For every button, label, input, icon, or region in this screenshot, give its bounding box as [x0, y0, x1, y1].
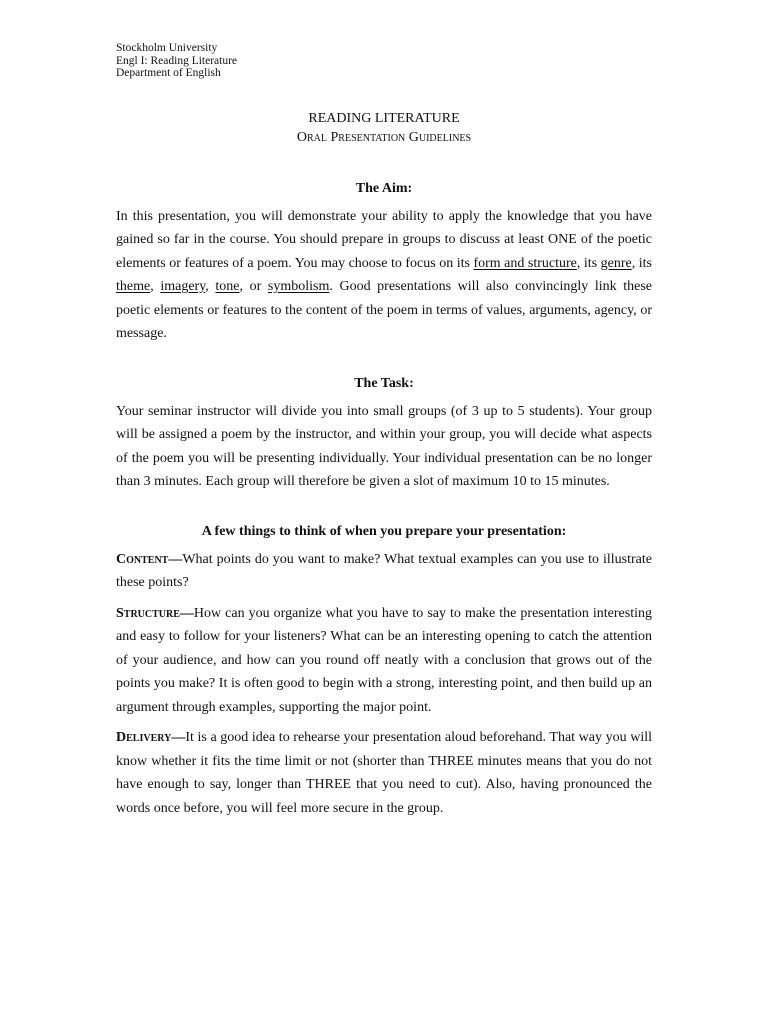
- course-name: Engl I: Reading Literature: [116, 54, 238, 67]
- tip-label: Delivery: [116, 730, 172, 745]
- separator: ,: [150, 279, 161, 294]
- term-imagery: imagery: [160, 279, 206, 294]
- tip-content: [116, 548, 652, 595]
- tip-delivery: [116, 726, 652, 820]
- tip-dash: —: [168, 551, 183, 567]
- tip-dash: —: [179, 605, 194, 621]
- tip-text: It is a good idea to rehearse your presentation aloud beforehand. That way you will know whether it fits the time limit or not (shorter than THREE minutes means that you do not have enough to say, longer than THREE that you need to cut). Also, having pronounced the words once before, you will feel more secure in the group.: [116, 730, 652, 816]
- task-heading: The Task:: [354, 375, 414, 391]
- aim-paragraph: [116, 205, 652, 346]
- term-form-and-structure: form and structure: [473, 255, 577, 271]
- tips-heading: A few things to think of when you prepare your presentation:: [201, 523, 567, 539]
- separator: , or: [239, 279, 268, 294]
- tip-text: How can you organize what you have to say to make the presentation interesting and easy to follow for your listeners? What can be an interesting opening to catch the attention of your audience, and how can you round off neatly with a conclusion that grows out of the points you make? It is often good to begin with a strong, interesting point, and then build up an argument through examples, supporting the major point.: [116, 605, 652, 715]
- tips-list: [116, 548, 652, 821]
- aim-text-end: . Good presentations will also convincingly link these poetic elements or features to the content of the poem in terms of values, arguments, agency, or message.: [116, 279, 653, 341]
- term-symbolism: symbolism: [267, 279, 330, 294]
- document-title: READING LITERATURE: [308, 110, 460, 126]
- tip-label: Content: [116, 551, 169, 567]
- aim-text-start: In this presentation, you will demonstrate your ability to apply the knowledge that you have gained so far in the course. You should prepare in groups to discuss at least ONE of the poetic elements or features of a poem. You may choose to focus on its: [116, 208, 652, 271]
- university-name: Stockholm University: [116, 42, 218, 54]
- separator: , its: [576, 255, 601, 271]
- department-name: Department of English: [116, 67, 221, 79]
- aim-heading: The Aim:: [355, 180, 413, 196]
- document-subtitle: Oral Presentation Guidelines: [296, 129, 472, 145]
- document-header: [116, 42, 652, 80]
- tip-dash: —: [171, 730, 186, 745]
- term-theme: theme: [116, 279, 151, 294]
- tip-text: What points do you want to make? What textual examples can you use to illustrate these points?: [116, 551, 652, 590]
- term-genre: genre: [600, 255, 632, 271]
- term-tone: tone: [215, 279, 240, 294]
- separator: ,: [205, 279, 216, 294]
- task-paragraph: Your seminar instructor will divide you into small groups (of 3 up to 5 students). Your group will be assigned a poem by the instructor, and within your group, you will decide what aspects of the poem you will be presenting individually. Your individual presentation can be no longer than 3 minutes. Each group will therefore be given a slot of maximum 10 to 15 minutes.: [116, 403, 652, 489]
- tip-structure: [116, 602, 652, 720]
- separator: , its: [631, 255, 652, 271]
- tip-label: Structure: [116, 605, 180, 621]
